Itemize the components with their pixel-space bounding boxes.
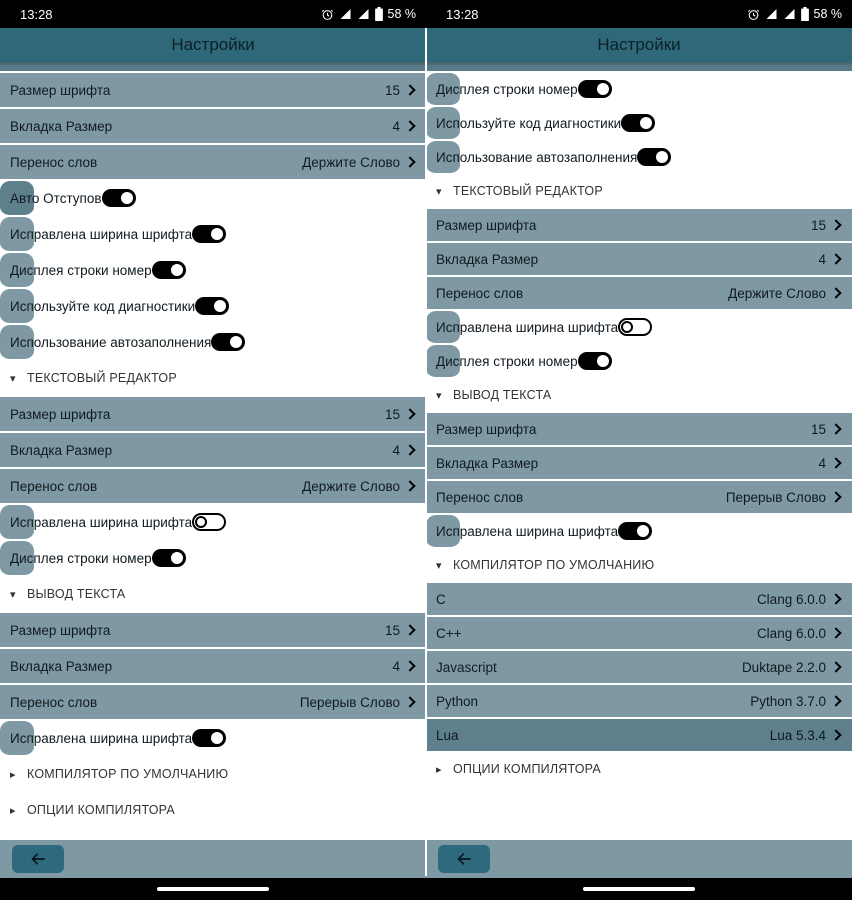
setting-item[interactable] [426,243,852,277]
chevron-right-icon [404,660,415,671]
setting-value: 15 [384,622,400,638]
panel-divider [425,28,427,876]
chevron-right-icon [404,696,415,707]
setting-label: Вкладка Размер [10,658,113,674]
section-header[interactable] [0,361,426,397]
setting-value: Держите Слово [302,478,400,494]
alarm-icon [321,8,334,21]
setting-label: Перенос слов [10,694,98,710]
clock-time: 13:28 [20,6,53,22]
setting-item[interactable] [426,583,852,617]
setting-value: 15 [810,217,826,233]
chevron-right-icon [404,120,415,131]
chevron-right-icon [830,457,841,468]
chevron-right-icon [830,661,841,672]
battery-percent: 58 % [813,7,842,21]
setting-label: ВЫВОД ТЕКСТА [27,587,126,601]
setting-label: Используйте код диагностики [436,115,622,131]
setting-value: Перерыв Слово [725,489,826,505]
setting-value: 4 [818,251,826,267]
bottom-bar [426,838,852,878]
triangle-down-icon: ▾ [436,389,442,402]
setting-label: ВЫВОД ТЕКСТА [453,388,552,402]
toggle-switch[interactable] [152,261,186,279]
setting-label: Размер шрифта [10,406,111,422]
setting-label: Lua [436,727,459,743]
setting-label: ОПЦИИ КОМПИЛЯТОРА [27,803,175,817]
setting-label: Размер шрифта [436,421,537,437]
signal-icon [339,8,352,20]
toggle-switch[interactable] [618,522,652,540]
toggle-switch[interactable] [211,333,245,351]
setting-item[interactable] [426,277,852,311]
toggle-switch[interactable] [578,80,612,98]
chevron-right-icon [830,491,841,502]
setting-item[interactable] [0,469,426,505]
setting-value: Python 3.7.0 [750,693,826,709]
settings-list [0,62,426,838]
setting-label: Использование автозаполнения [10,334,212,350]
triangle-down-icon: ▾ [436,559,442,572]
chevron-right-icon [830,695,841,706]
setting-label: ТЕКСТОВЫЙ РЕДАКТОР [453,184,603,198]
setting-label: Дисплея строки номер [436,353,578,369]
triangle-right-icon: ▸ [10,768,16,781]
section-header[interactable] [426,753,852,787]
setting-item[interactable] [426,481,852,515]
chevron-right-icon [830,593,841,604]
setting-value: 15 [384,82,400,98]
toggle-item[interactable] [426,345,578,379]
setting-label: Перенос слов [436,285,524,301]
settings-list [426,62,852,838]
setting-item[interactable] [0,433,426,469]
setting-label: Исправлена ширина шрифта [10,514,193,530]
section-header[interactable] [0,757,426,793]
toggle-switch[interactable] [192,513,226,531]
setting-label: Исправлена ширина шрифта [10,226,193,242]
back-button[interactable] [438,845,490,873]
setting-label: Исправлена ширина шрифта [10,730,193,746]
setting-item[interactable] [426,447,852,481]
setting-label: Исправлена ширина шрифта [436,523,619,539]
signal-icon [357,8,370,20]
setting-label: Перенос слов [10,478,98,494]
chevron-right-icon [404,156,415,167]
chevron-right-icon [830,287,841,298]
setting-item[interactable] [426,651,852,685]
battery-percent: 58 % [387,7,416,21]
setting-value: Держите Слово [302,154,400,170]
setting-label: Javascript [436,659,497,675]
setting-label: Вкладка Размер [10,442,113,458]
status-bar [0,0,426,28]
setting-item[interactable] [426,209,852,243]
toggle-item[interactable] [0,181,102,217]
section-header[interactable] [0,577,426,613]
setting-label: Авто Отступов [10,190,102,206]
toggle-switch[interactable] [152,549,186,567]
setting-value: 4 [392,442,400,458]
setting-label: C++ [436,625,462,641]
setting-item[interactable] [426,617,852,651]
chevron-right-icon [830,219,841,230]
section-header[interactable] [426,379,852,413]
setting-item[interactable] [0,397,426,433]
section-header[interactable] [426,175,852,209]
setting-label: Вкладка Размер [436,455,539,471]
home-indicator[interactable] [157,887,269,891]
navigation-bar [0,878,426,900]
setting-item[interactable] [426,685,852,719]
setting-label: Перенос слов [10,154,98,170]
triangle-down-icon: ▾ [436,185,442,198]
bottom-bar [0,838,426,878]
status-bar [426,0,852,28]
chevron-right-icon [404,408,415,419]
chevron-right-icon [830,627,841,638]
setting-label: Перенос слов [436,489,524,505]
back-arrow-icon [454,849,474,869]
toggle-switch[interactable] [195,297,229,315]
back-arrow-icon [28,849,48,869]
chevron-right-icon [830,423,841,434]
setting-value: Держите Слово [728,285,826,301]
setting-label: Размер шрифта [10,622,111,638]
setting-value: Clang 6.0.0 [756,591,826,607]
home-indicator[interactable] [583,887,695,891]
toggle-switch[interactable] [621,114,655,132]
setting-value: 4 [392,118,400,134]
toggle-item[interactable] [426,311,619,345]
setting-value: 4 [392,658,400,674]
toggle-item[interactable] [0,721,193,757]
toggle-switch[interactable] [618,318,652,336]
page-title: Настройки [597,35,681,54]
chevron-right-icon [404,480,415,491]
setting-label: Использование автозаполнения [436,149,638,165]
setting-label: Вкладка Размер [436,251,539,267]
toggle-switch[interactable] [192,225,226,243]
alarm-icon [747,8,760,21]
chevron-right-icon [830,253,841,264]
signal-icon [783,8,796,20]
setting-label: Python [436,693,479,709]
triangle-right-icon: ▸ [10,804,16,817]
setting-value: Перерыв Слово [299,694,400,710]
setting-label: Размер шрифта [436,217,537,233]
settings-screen-right [426,0,852,900]
section-header[interactable] [426,549,852,583]
chevron-right-icon [404,624,415,635]
toggle-item[interactable] [0,253,152,289]
setting-value: 4 [818,455,826,471]
setting-label: КОМПИЛЯТОР ПО УМОЛЧАНИЮ [27,767,229,781]
setting-label: ТЕКСТОВЫЙ РЕДАКТОР [27,371,177,385]
chevron-right-icon [830,729,841,740]
status-icons [321,7,417,21]
toggle-item[interactable] [0,325,212,361]
clock-time: 13:28 [446,6,479,22]
triangle-right-icon: ▸ [436,763,442,776]
setting-value: 15 [384,406,400,422]
toggle-switch[interactable] [578,352,612,370]
app-bar [0,28,426,62]
toggle-item[interactable] [0,217,193,253]
setting-item[interactable] [0,145,426,181]
toggle-item[interactable] [0,289,196,325]
setting-value: 15 [810,421,826,437]
setting-item[interactable] [0,613,426,649]
setting-label: Используйте код диагностики [10,298,196,314]
setting-label: C [436,591,446,607]
toggle-item[interactable] [426,107,622,141]
toggle-item[interactable] [426,73,578,107]
setting-item[interactable] [426,413,852,447]
toggle-item[interactable] [426,141,638,175]
toggle-switch[interactable] [192,729,226,747]
back-button[interactable] [12,845,64,873]
setting-value: Clang 6.0.0 [756,625,826,641]
setting-item[interactable] [0,685,426,721]
setting-value: Duktape 2.2.0 [741,659,826,675]
triangle-down-icon: ▾ [10,588,16,601]
toggle-item[interactable] [0,541,152,577]
app-bar [426,28,852,62]
toggle-switch[interactable] [102,189,136,207]
setting-label: Дисплея строки номер [436,81,578,97]
chevron-right-icon [404,444,415,455]
setting-item[interactable] [0,73,426,109]
setting-label: Исправлена ширина шрифта [436,319,619,335]
toggle-switch[interactable] [637,148,671,166]
toggle-item[interactable] [0,505,193,541]
toggle-item[interactable] [426,515,619,549]
signal-icon [765,8,778,20]
status-icons [747,7,843,21]
chevron-right-icon [404,84,415,95]
setting-item[interactable] [426,719,852,753]
setting-label: КОМПИЛЯТОР ПО УМОЛЧАНИЮ [453,558,655,572]
setting-label: Вкладка Размер [10,118,113,134]
setting-value: Lua 5.3.4 [769,727,826,743]
setting-label: Дисплея строки номер [10,262,152,278]
triangle-down-icon: ▾ [10,372,16,385]
partial-row [426,62,852,73]
navigation-bar [426,878,852,900]
page-title: Настройки [171,35,255,54]
setting-label: Размер шрифта [10,82,111,98]
setting-item[interactable] [0,649,426,685]
setting-item[interactable] [0,109,426,145]
section-header[interactable] [0,793,426,829]
setting-label: ОПЦИИ КОМПИЛЯТОРА [453,762,601,776]
battery-icon [375,7,383,21]
partial-row [0,62,426,73]
battery-icon [801,7,809,21]
setting-label: Дисплея строки номер [10,550,152,566]
